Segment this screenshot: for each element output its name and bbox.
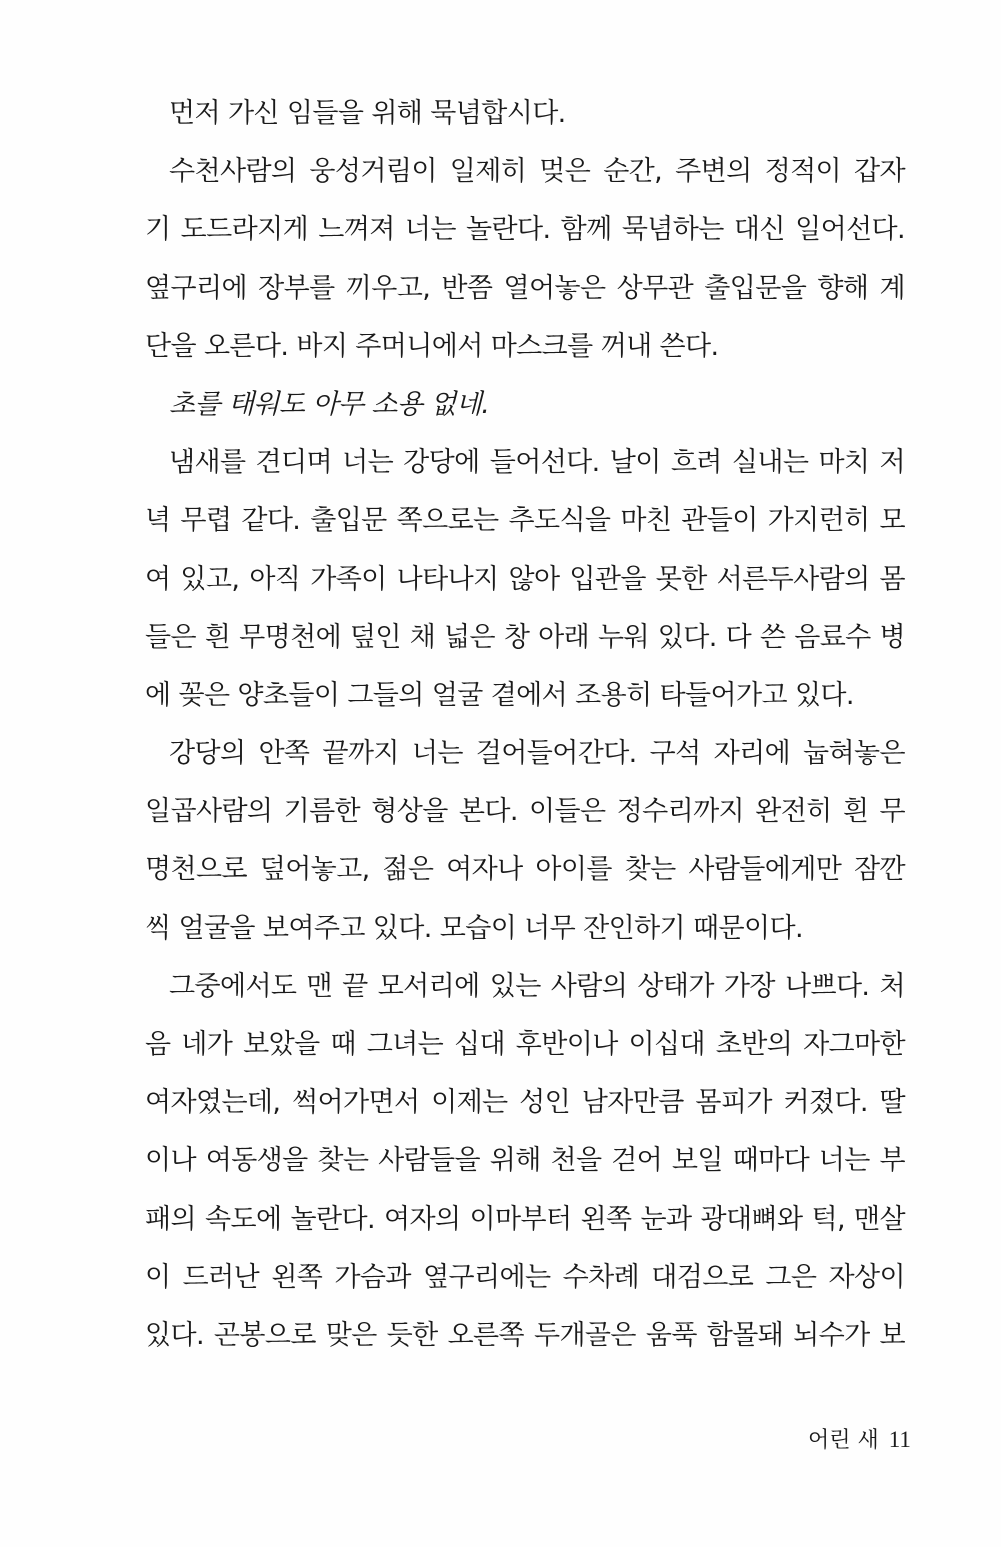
text-line: 여 있고, 아직 가족이 나타나지 않아 입관을 못한 서른두사람의 몸 xyxy=(145,563,905,595)
body-text xyxy=(145,92,905,1372)
text-line: 강당의 안쪽 끝까지 너는 걸어들어간다. 구석 자리에 눕혀놓은 xyxy=(169,738,905,770)
text-line-italic: 초를 태워도 아무 소용 없네. xyxy=(169,388,490,420)
text-line: 있다. 곤봉으로 맞은 듯한 오른쪽 두개골은 움푹 함몰돼 뇌수가 보 xyxy=(145,1319,905,1351)
text-line: 일곱사람의 기름한 형상을 본다. 이들은 정수리까지 완전히 흰 무 xyxy=(145,796,905,828)
text-line: 명천으로 덮어놓고, 젊은 여자나 아이를 찾는 사람들에게만 잠깐 xyxy=(145,854,905,886)
text-line: 씩 얼굴을 보여주고 있다. 모습이 너무 잔인하기 때문이다. xyxy=(145,912,803,944)
text-line: 수천사람의 웅성거림이 일제히 멎은 순간, 주변의 정적이 갑자 xyxy=(169,156,905,188)
text-line: 들은 흰 무명천에 덮인 채 넓은 창 아래 누워 있다. 다 쓴 음료수 병 xyxy=(145,621,905,653)
text-line: 패의 속도에 놀란다. 여자의 이마부터 왼쪽 눈과 광대뼈와 턱, 맨살 xyxy=(145,1203,905,1235)
text-line: 여자였는데, 썩어가면서 이제는 성인 남자만큼 몸피가 커졌다. 딸 xyxy=(145,1087,905,1119)
text-line: 옆구리에 장부를 끼우고, 반쯤 열어놓은 상무관 출입문을 향해 계 xyxy=(145,272,905,304)
text-line: 냄새를 견디며 너는 강당에 들어선다. 날이 흐려 실내는 마치 저 xyxy=(169,447,905,479)
text-line: 이 드러난 왼쪽 가슴과 옆구리에는 수차례 대검으로 그은 자상이 xyxy=(145,1261,905,1293)
text-line: 이나 여동생을 찾는 사람들을 위해 천을 걷어 보일 때마다 너는 부 xyxy=(145,1145,905,1177)
text-line: 기 도드라지게 느껴져 너는 놀란다. 함께 묵념하는 대신 일어선다. xyxy=(145,214,905,246)
text-line: 녁 무렵 같다. 출입문 쪽으로는 추도식을 마친 관들이 가지런히 모 xyxy=(145,505,905,537)
page-number: 11 xyxy=(888,1427,911,1452)
text-line: 먼저 가신 임들을 위해 묵념합시다. xyxy=(169,98,566,129)
text-line: 그중에서도 맨 끝 모서리에 있는 사람의 상태가 가장 나쁘다. 처 xyxy=(169,970,905,1002)
text-line: 음 네가 보았을 때 그녀는 십대 후반이나 이십대 초반의 자그마한 xyxy=(145,1029,905,1060)
page-footer xyxy=(808,1425,911,1456)
running-title: 어린 새 xyxy=(808,1428,879,1453)
text-line: 단을 오른다. 바지 주머니에서 마스크를 꺼내 쓴다. xyxy=(145,330,719,362)
text-line: 에 꽂은 양초들이 그들의 얼굴 곁에서 조용히 타들어가고 있다. xyxy=(145,679,854,711)
